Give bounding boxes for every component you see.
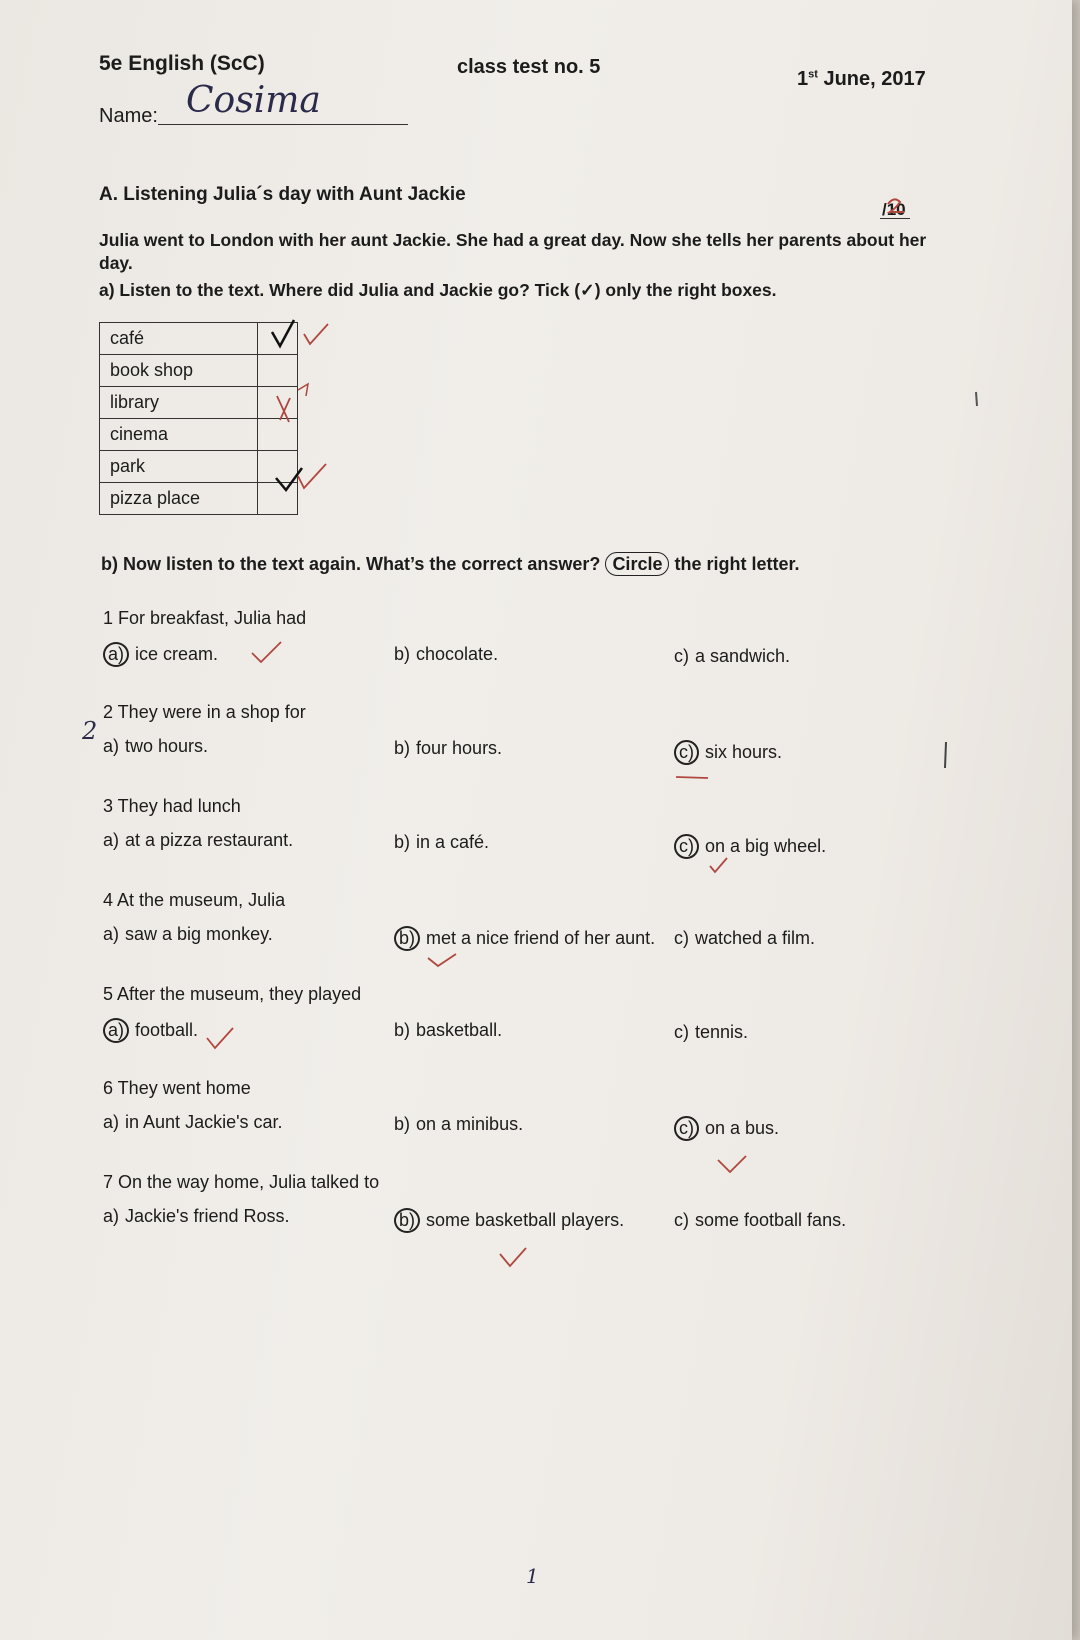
option-letter: b) <box>394 1208 420 1233</box>
option-text: met a nice friend of her aunt. <box>426 928 656 948</box>
option-letter: c) <box>674 1022 689 1042</box>
page-number: 1 <box>526 1564 539 1588</box>
option-letter: b) <box>394 832 411 852</box>
question-stem: 2 They were in a shop for <box>103 702 306 722</box>
option-text: at a pizza restaurant. <box>125 830 294 850</box>
minus-library <box>298 384 308 396</box>
part-b-text: b) Now listen to the text again. What’s the correct answer? <box>101 554 601 574</box>
option-letter: c) <box>674 646 689 666</box>
option-text: in a café. <box>416 832 490 852</box>
option-letter: a) <box>103 830 120 850</box>
option-letter: c) <box>674 740 699 765</box>
option-text: four hours. <box>416 738 503 758</box>
option-text: a sandwich. <box>695 646 791 666</box>
option-text: in Aunt Jackie's car. <box>125 1112 283 1132</box>
place-name: park <box>100 451 258 483</box>
option-text: on a bus. <box>705 1118 780 1138</box>
tick-q4 <box>428 954 456 966</box>
margin-stroke-2 <box>945 742 946 768</box>
question-stem: 5 After the museum, they played <box>103 984 362 1004</box>
question-stem: 4 At the museum, Julia <box>103 890 286 910</box>
option-letter: c) <box>674 1210 689 1230</box>
section-intro: Julia went to London with her aunt Jackie. She had a great day. Now she tells her parents about her day. <box>99 230 927 273</box>
teacher-tick-cafe <box>304 324 328 344</box>
place-name: book shop <box>100 355 258 387</box>
option-letter: b) <box>394 738 411 758</box>
option-letter: c) <box>674 928 689 948</box>
test-title: class test no. 5 <box>457 56 601 78</box>
circle-word: Circle <box>605 552 669 576</box>
score-total: /10 <box>882 200 906 219</box>
student-tick-cafe <box>272 320 294 346</box>
option-text: some basketball players. <box>426 1210 625 1230</box>
date-rest: June, 2017 <box>817 68 926 90</box>
place-name: cinema <box>100 419 258 451</box>
option-letter: a) <box>103 1112 120 1132</box>
option-letter: c) <box>674 1116 699 1141</box>
option-text: watched a film. <box>695 928 816 948</box>
option-text: football. <box>135 1020 199 1040</box>
option-text: basketball. <box>416 1020 503 1040</box>
date-suffix: st <box>808 68 818 81</box>
student-name: Cosima <box>186 80 321 121</box>
option-letter: b) <box>394 1020 411 1040</box>
option-letter: a) <box>103 924 120 944</box>
option-text: tennis. <box>695 1022 749 1042</box>
cross-library <box>277 396 290 422</box>
option-letter: c) <box>674 834 699 859</box>
option-letter: a) <box>103 1018 129 1043</box>
option-text: two hours. <box>125 736 209 756</box>
student-tick-park <box>276 468 302 490</box>
option-letter: a) <box>103 642 129 667</box>
date-day: 1 <box>797 68 809 90</box>
option-text: six hours. <box>705 742 783 762</box>
question-stem: 1 For breakfast, Julia had <box>103 608 307 628</box>
place-name: pizza place <box>100 483 258 515</box>
tick-q6 <box>718 1156 746 1172</box>
tick-q3 <box>710 858 727 872</box>
option-letter: a) <box>103 736 120 756</box>
tick-q5 <box>207 1028 233 1048</box>
name-label: Name: <box>99 105 158 127</box>
question-stem: 3 They had lunch <box>103 796 241 816</box>
place-name: café <box>100 323 258 355</box>
place-name: library <box>100 387 258 419</box>
option-text: chocolate. <box>416 644 499 664</box>
margin-stroke-1 <box>976 392 977 406</box>
option-text: ice cream. <box>135 644 219 664</box>
margin-score-q2: 2 <box>82 717 98 745</box>
option-letter: b) <box>394 644 411 664</box>
underline-q2 <box>676 777 708 778</box>
teacher-tick-park <box>298 464 326 488</box>
option-letter: a) <box>103 1206 120 1226</box>
part-b-text-end: the right letter. <box>674 554 800 574</box>
tick-q1 <box>252 642 281 662</box>
section-title: A. Listening Julia´s day with Aunt Jackie <box>99 184 466 205</box>
option-letter: b) <box>394 1114 411 1134</box>
score-scribble <box>888 199 904 212</box>
option-text: some football fans. <box>695 1210 847 1230</box>
option-text: on a big wheel. <box>705 836 827 856</box>
option-text: saw a big monkey. <box>125 924 273 944</box>
question-stem: 7 On the way home, Julia talked to <box>103 1172 380 1192</box>
option-text: on a minibus. <box>416 1114 524 1134</box>
question-stem: 6 They went home <box>103 1078 251 1098</box>
tick-q7 <box>500 1248 526 1266</box>
course-title: 5e English (ScC) <box>99 52 265 75</box>
option-letter: b) <box>394 926 420 951</box>
part-a-instruction: a) Listen to the text. Where did Julia and Jackie go? Tick (✓) only the right boxes. <box>99 280 777 300</box>
option-text: Jackie's friend Ross. <box>125 1206 290 1226</box>
